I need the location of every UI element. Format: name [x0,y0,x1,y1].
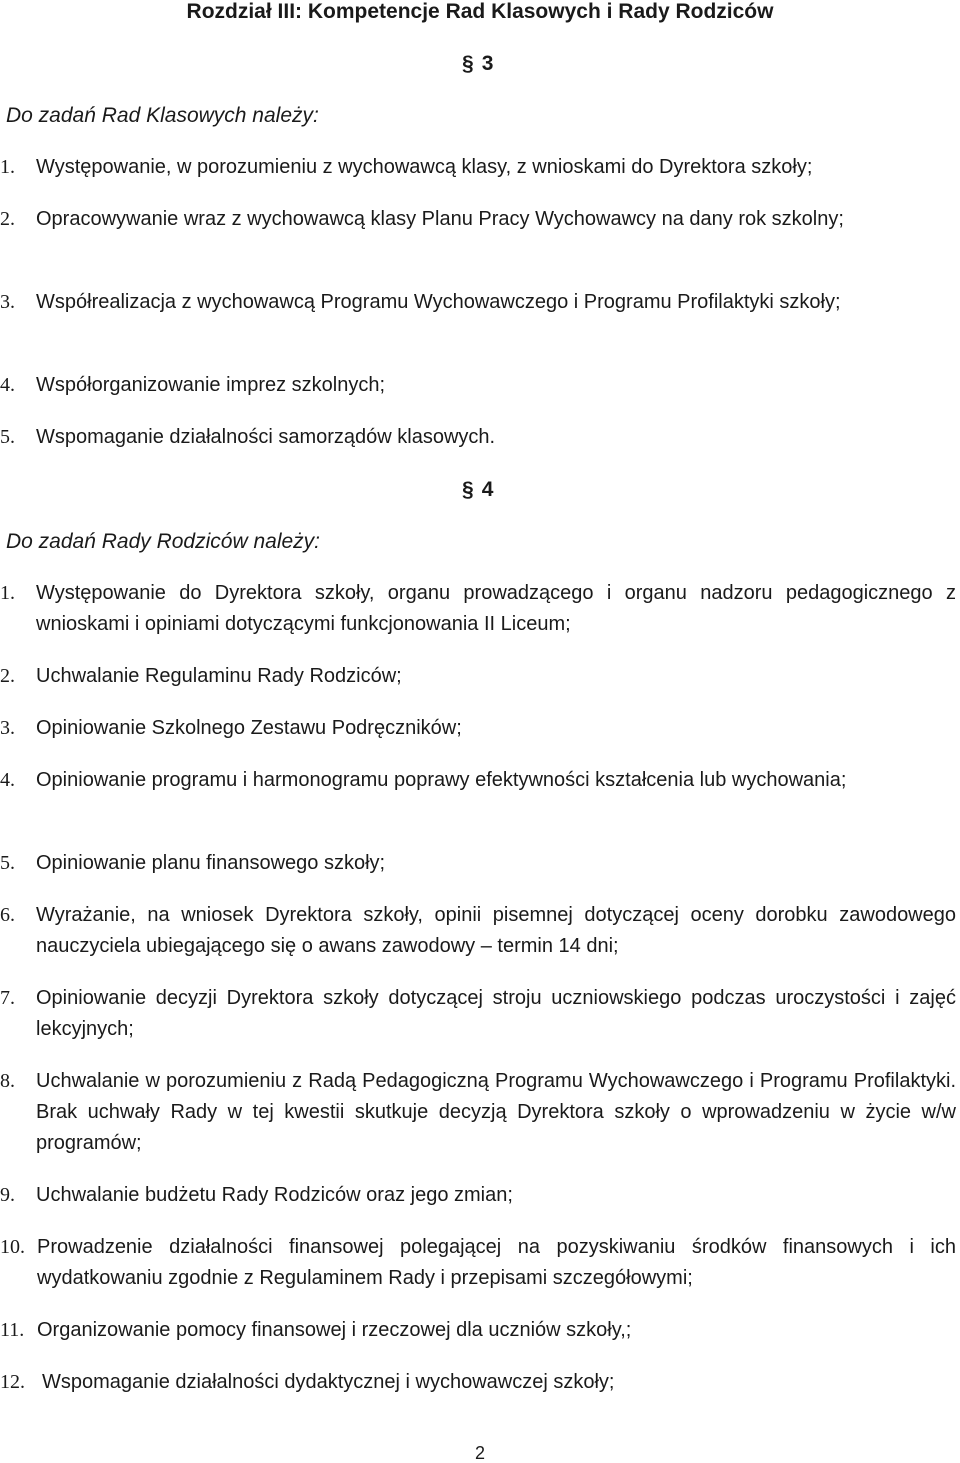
item-number: 4. [0,769,15,791]
list-item [0,1180,956,1211]
item-text: Opiniowanie Szkolnego Zestawu Podręczników; [36,717,462,739]
item-text: Wspomaganie działalności dydaktycznej i wychowawczej szkoły; [42,1371,615,1393]
item-text: Wyrażanie, na wniosek Dyrektora szkoły, opinii pisemnej dotyczącej oceny dorobku zawodowego nauczyciela ubiegającego się o awans zawodowy – termin 14 dni; [36,904,956,957]
paragraph-marker-3 [462,52,493,76]
item-number: 6. [0,904,15,926]
list-item [0,983,956,1045]
item-number: 9. [0,1184,15,1206]
list-item [0,661,956,692]
item-number: 1. [0,582,15,604]
item-text: Opiniowanie programu i harmonogramu poprawy efektywności kształcenia lub wychowania; [36,769,847,791]
list-item [0,848,956,879]
item-number: 12. [0,1371,25,1393]
list-item [0,204,956,235]
item-number: 7. [0,987,15,1009]
list-item [0,1232,956,1294]
item-text: Prowadzenie działalności finansowej polegającej na pozyskiwaniu środków finansowych i ich wydatkowaniu zgodnie z Regulaminem Rady i przepisami szczegółowymi; [37,1236,956,1289]
item-number: 2. [0,665,15,687]
list-item [0,152,956,183]
section-heading-parents-council: Do zadań Rady Rodziców należy: [6,530,320,553]
item-text: Opracowywanie wraz z wychowawcą klasy Planu Pracy Wychowawcy na dany rok szkolny; [36,208,844,230]
section-symbol: § [462,52,474,75]
item-text: Wspomaganie działalności samorządów klasowych. [36,426,496,448]
section-heading-class-councils: Do zadań Rad Klasowych należy: [6,104,319,127]
item-text: Uchwalanie w porozumieniu z Radą Pedagogiczną Programu Wychowawczego i Programu Profilaktyki. Brak uchwały Rady w tej kwestii skutkuje decyzją Dyrektora szkoły o wprowadzeniu w życie w/w programów; [36,1070,956,1154]
item-text: Występowanie, w porozumieniu z wychowawcą klasy, z wnioskami do Dyrektora szkoły; [36,156,813,178]
list-item [0,1066,956,1159]
item-text: Występowanie do Dyrektora szkoły, organu prowadzącego i organu nadzoru pedagogicznego z wnioskami i opiniami dotyczącymi funkcjonowania II Liceum; [36,582,956,635]
item-number: 2. [0,208,15,230]
item-text: Współorganizowanie imprez szkolnych; [36,374,386,396]
item-number: 3. [0,291,15,313]
item-number: 8. [0,1070,15,1092]
item-number: 1. [0,156,15,178]
item-text: Opiniowanie decyzji Dyrektora szkoły dotyczącej stroju uczniowskiego podczas uroczystości i zajęć lekcyjnych; [36,987,956,1040]
item-number: 11. [0,1319,25,1341]
page-number: 2 [474,1443,485,1463]
paragraph-number: 4 [481,478,494,501]
paragraph-marker-4 [462,478,493,502]
list-item [0,1367,956,1398]
list-item [0,422,956,453]
paragraph-number: 3 [481,52,494,75]
chapter-title: Rozdział III: Kompetencje Rad Klasowych i Rady Rodziców [186,0,774,23]
item-text: Opiniowanie planu finansowego szkoły; [36,852,386,874]
item-text: Organizowanie pomocy finansowej i rzeczowej dla uczniów szkoły,; [37,1319,632,1341]
item-number: 10. [0,1236,25,1258]
list-item [0,287,956,318]
list-item [0,713,956,744]
list-item [0,1315,956,1346]
item-number: 4. [0,374,15,396]
list-item [0,578,956,640]
section-symbol: § [462,478,474,501]
item-text: Uchwalanie Regulaminu Rady Rodziców; [36,665,402,687]
list-item [0,765,956,796]
item-number: 5. [0,426,15,448]
item-text: Uchwalanie budżetu Rady Rodziców oraz jego zmian; [36,1184,513,1206]
list-item [0,370,956,401]
item-text: Współrealizacja z wychowawcą Programu Wychowawczego i Programu Profilaktyki szkoły; [36,291,841,313]
item-number: 3. [0,717,15,739]
list-item [0,900,956,962]
item-number: 5. [0,852,15,874]
